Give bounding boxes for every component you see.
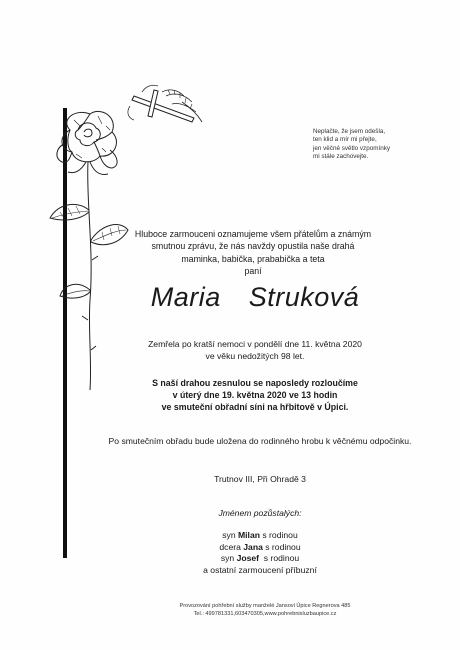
memorial-quote [313,128,423,161]
funeral-line: S naší drahou zesnulou se naposledy rozloučíme [152,378,358,388]
survivor-suffix: s rodinou [259,553,300,563]
burial-note: Po smutečním obřadu bude uložena do rodinného hrobu k věčnému odpočinku. [108,436,412,446]
intro-line: maminka, babička, prababička a teta [181,253,325,264]
funeral-service-footer [130,602,400,618]
footer-line: Provozování pohřební služby manželé Jansovi Úpice Regnerova 485 [179,603,351,609]
quote-line: mi stále zachovejte. [313,152,369,160]
quote-line: ten klid a mír mi přejte, [313,136,377,144]
survivor-relation: dcera [219,541,244,552]
funeral-line: ve smuteční obřadní síni na hřbitově v Úpici. [161,401,349,412]
deceased-name: Maria Struková [150,282,360,312]
survivor-line [160,530,360,542]
footer-line: Tel.: 499781331,603470305,www.pohrebnisluzbaupice.cz [193,611,337,617]
intro-line: smutnou zprávu, že nás navždy opustila naše drahá [151,241,355,252]
survivor-relation: syn [222,530,239,540]
survivor-relation: syn [220,553,237,563]
family-address: Trutnov III, Při Ohradě 3 [214,474,306,484]
survivor-name: Jana [243,541,263,552]
survivor-line [160,565,360,577]
survivors-heading: Jménem pozůstalých: [218,508,302,518]
intro-line: Hluboce zarmouceni oznamujeme všem přátelům a známým [134,229,372,239]
funeral-line: v úterý dne 19. května 2020 ve 13 hodin [172,389,338,400]
survivor-relation: a ostatní zarmoucení příbuzní [203,564,317,575]
survivor-suffix: s rodinou [259,530,298,540]
survivor-line [160,542,360,554]
announcement-intro [118,228,388,277]
survivors-list [160,530,360,576]
quote-line: Neplačte, že jsem odešla, [313,128,386,135]
death-details [130,339,380,362]
rose-illustration [40,100,130,400]
quote-line: jen věčné světlo vzpomínky [313,144,390,152]
cross-illustration [122,82,212,132]
death-line: Zemřela po kratší nemoci v pondělí dne 11. května 2020 [148,339,362,349]
survivor-name: Josef [236,553,260,563]
intro-line: paní [244,265,262,276]
funeral-details [125,378,385,413]
survivor-suffix: s rodinou [262,541,301,552]
death-line: ve věku nedožitých 98 let. [205,350,305,361]
survivor-name: Milan [238,530,260,540]
survivor-line [160,553,360,565]
